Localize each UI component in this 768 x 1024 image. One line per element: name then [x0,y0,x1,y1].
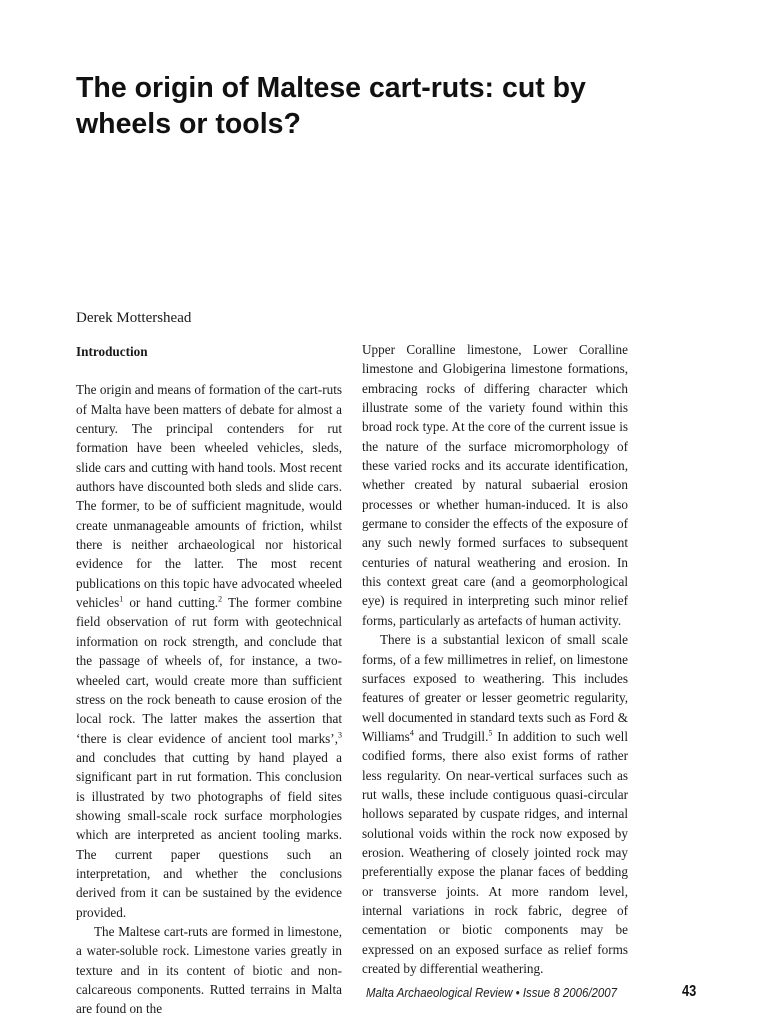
footnote-ref-4: 4 [409,728,414,738]
left-column [76,340,342,1019]
text-run: There is a substantial lexicon of small scale forms, of a few millimetres in relief, on limestone surfaces exposed to weathering. This includes features of greater or lesser geometric regularity, well documented in standard texts such as Ford & Williams [362,632,628,744]
paragraph-left-1 [76,380,342,922]
text-run: or hand cutting. [123,595,219,611]
paragraph-left-2: The Maltese cart-ruts are formed in limestone, a water-soluble rock. Limestone varies greatly in texture and in its content of biotic and non-calcareous components. Rutted terrains in Malta are found on the [76,923,342,1017]
text-run: The former combine field observation of rut form with geotechnical information on rock strength, and conclude that the passage of wheels of, for instance, a two-wheeled cart, would create more than sufficient stress on the rock beneath to cause erosion of the local rock. The latter makes the assertion that ‘there is clear evidence of ancient tool marks’, [76,595,342,746]
right-column [362,340,628,978]
footnote-ref-5: 5 [488,728,493,738]
article-title: The origin of Maltese cart-ruts: cut by wheels or tools? [76,72,586,140]
footnote-ref-1: 1 [119,594,124,604]
text-run: and Trudgill. [413,728,489,744]
author-name: Derek Mottershead [76,310,192,326]
paragraph-right-1: Upper Coralline limestone, Lower Coralline limestone and Globigerina limestone formations, embracing rocks of differing character which illustrate some of the variety found within this broad rock type. At the core of the current issue is the nature of the surface micromorphology of these varied rocks and its accurate identification, whether created by natural subaerial erosion processes or whether human-induced. It is also germane to consider the effects of the exposure of any such newly formed surfaces to subsequent centuries of natural weathering and erosion. In this context great care (and a geomorphological eye) is required in interpreting such minor relief forms, particularly as artefacts of human activity. [362,342,628,628]
text-run: and concludes that cutting by hand played a significant part in rut formation. This conclusion is illustrated by two photographs of field sites showing small-scale rock surface morphologies which are interpreted as ancient tooling marks. The current paper questions such an interpretation, and whether the conclusions derived from it can be sustained by the evidence provided. [76,749,342,920]
text-run: The origin and means of formation of the cart-ruts of Malta have been matters of debate for almost a century. The principal contenders for rut formation have been wheeled vehicles, sleds, slide cars and cutting with hand tools. Most recent authors have discounted both sleds and slide cars. The former, to be of sufficient magnitude, would create unmanageable amounts of friction, whilst there is neither archaeological nor historical evidence for the latter. The most recent publications on this topic have advocated wheeled vehicles [76,382,342,611]
footnote-ref-3: 3 [338,730,342,740]
text-run: In addition to such well codified forms, there also exist forms of rather less regularity. On near-vertical surfaces such as rut walls, these include contiguous quasi-circular hollows separated by cuspate ridges, and internal solutional voids within the rock now exposed by erosion. Weathering of closely jointed rock may preferentially expose the planar faces of bedding or transverse joints. At more random level, internal variations in rock fabric, degree of cementation or biotic components may be expressed on an exposed surface as relief forms created by differential weathering. [362,728,628,976]
footnote-ref-2: 2 [218,594,223,604]
section-heading: Introduction [76,344,148,359]
journal-footer: Malta Archaeological Review • Issue 8 2006/2007 [366,985,617,1000]
page-number: 43 [682,983,697,1000]
paragraph-right-2 [362,630,628,978]
